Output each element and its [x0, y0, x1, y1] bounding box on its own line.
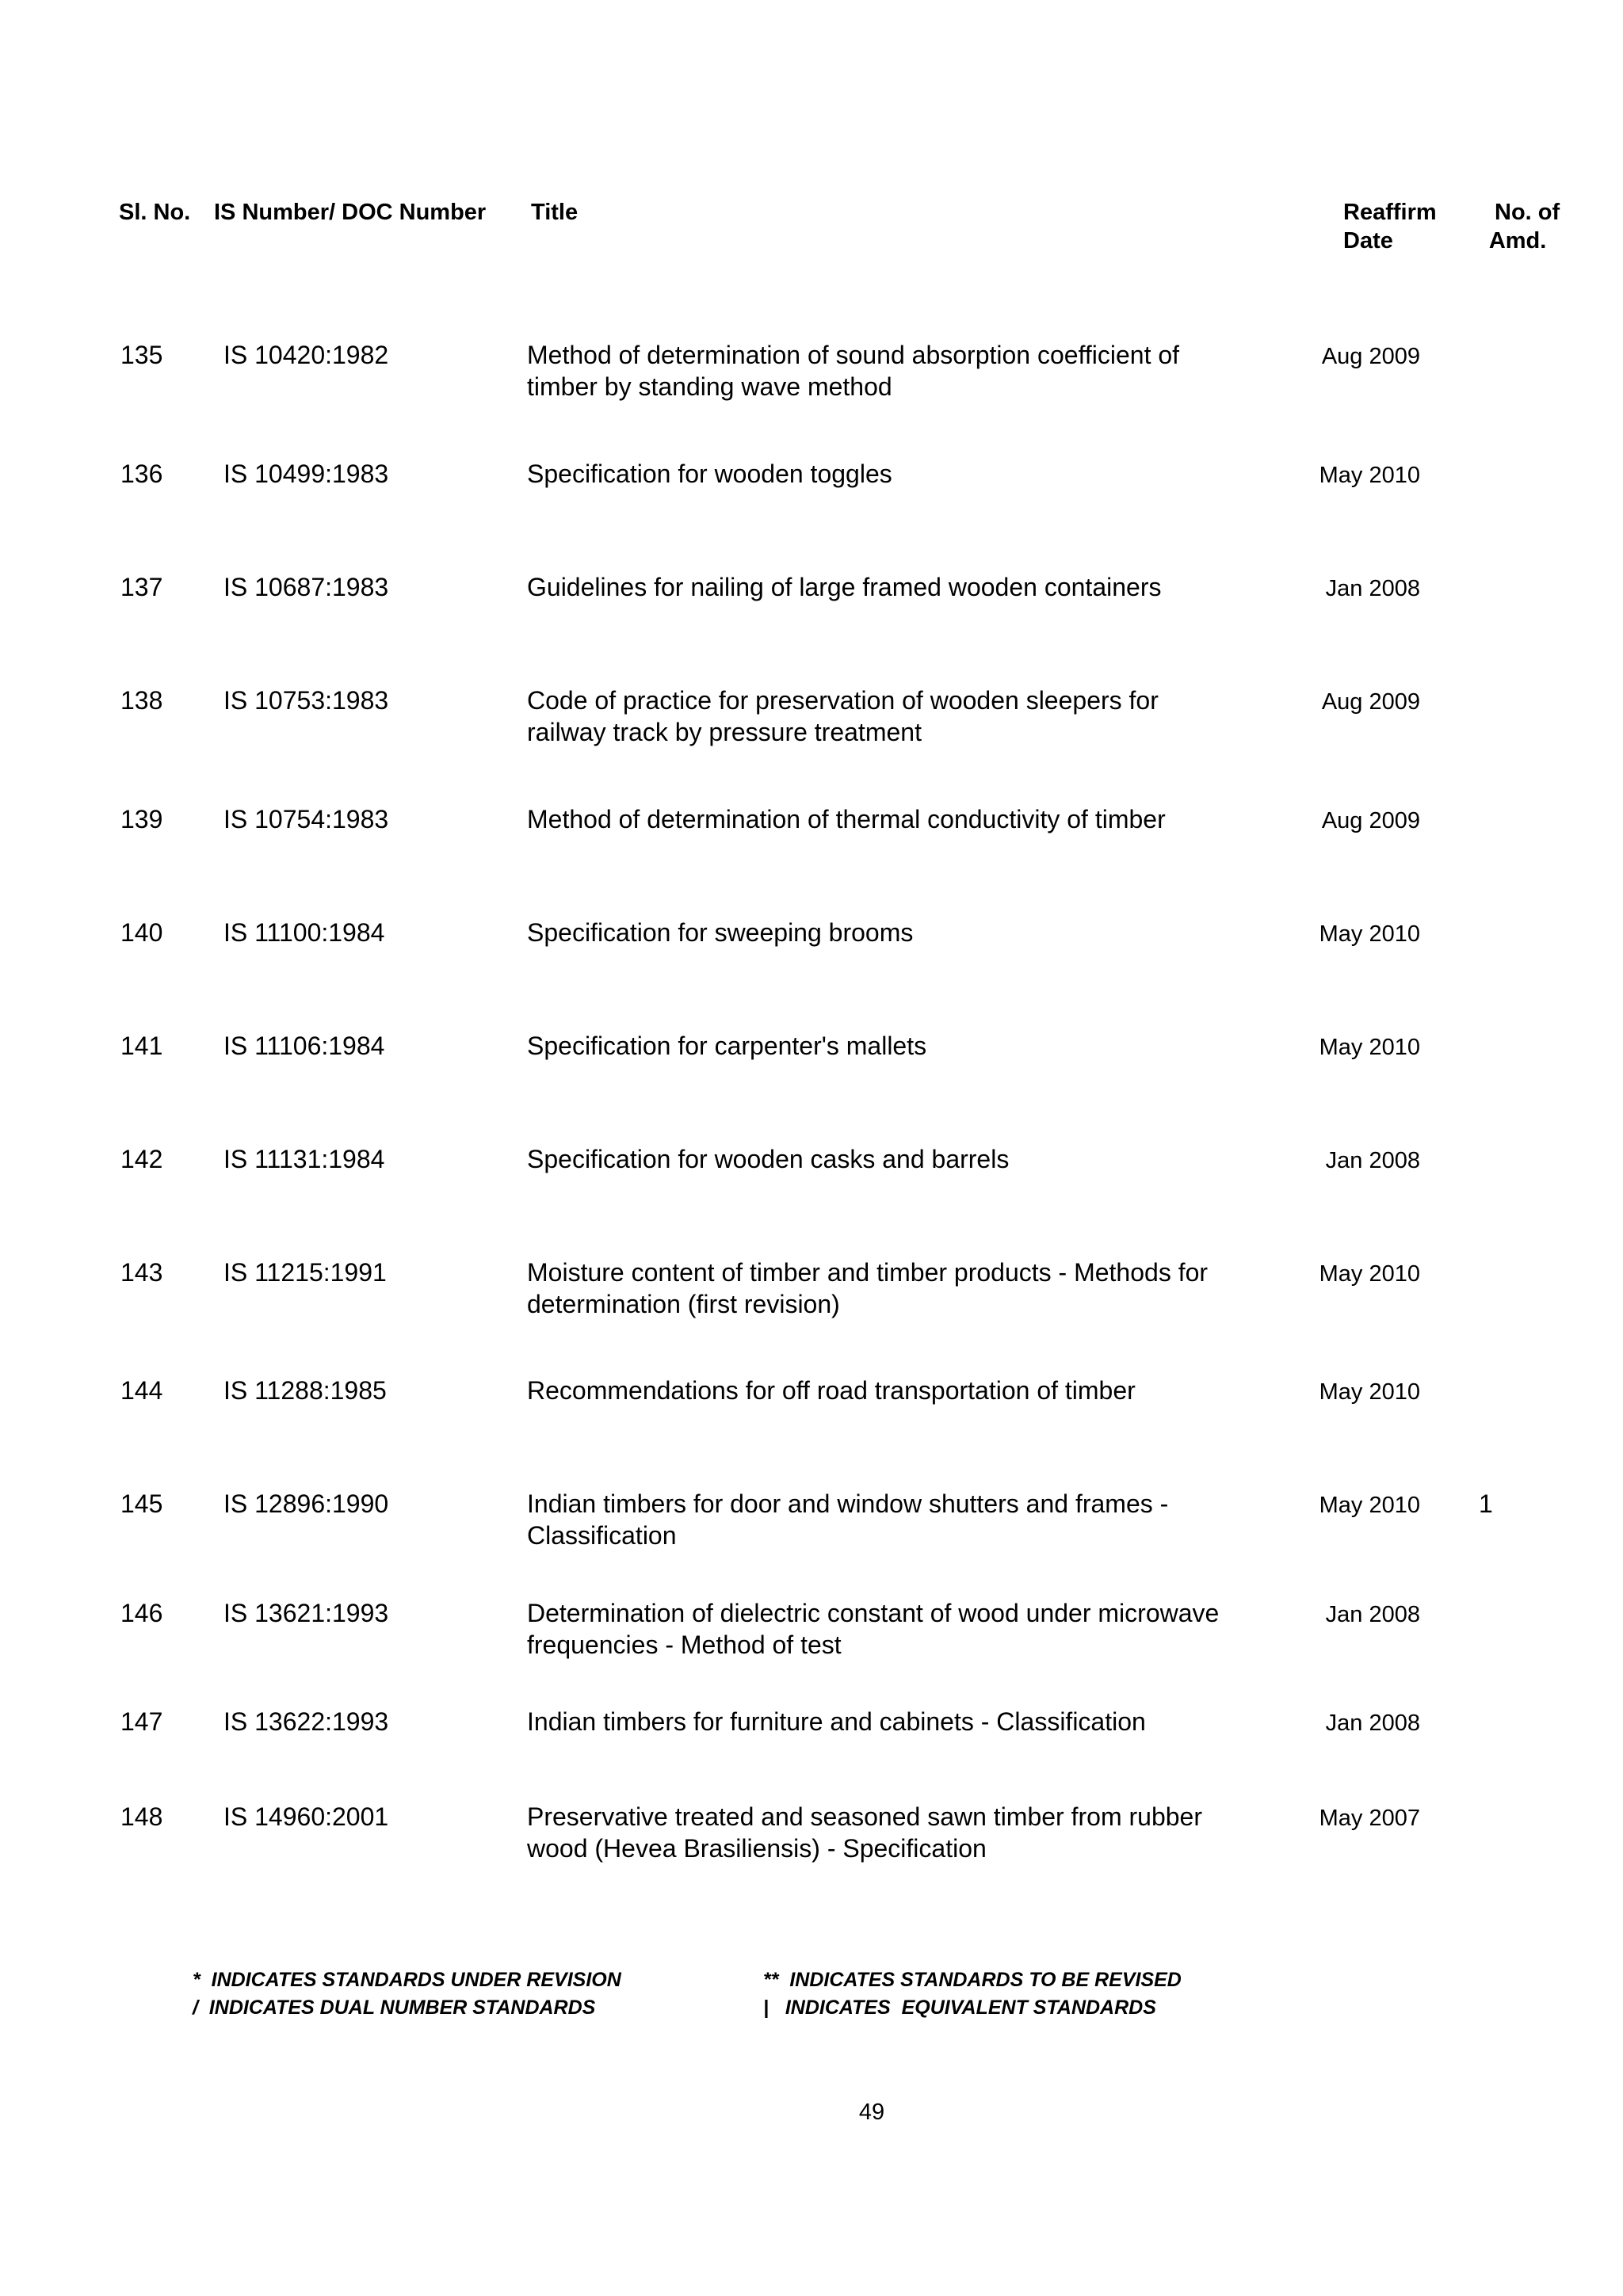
header-reaffirm-date-line2: Date — [1343, 228, 1393, 254]
header-is-number: IS Number/ DOC Number — [214, 200, 487, 225]
row-title: Specification for wooden casks and barrels — [527, 1145, 1010, 1173]
row-is-number: IS 11106:1984 — [223, 1032, 385, 1060]
row-amd-count: 1 — [1479, 1489, 1493, 1518]
row-reaffirm-date: Aug 2009 — [1321, 689, 1420, 715]
row-reaffirm-date: May 2010 — [1319, 1379, 1420, 1405]
row-title: Indian timbers for furniture and cabinets - Classification — [527, 1707, 1146, 1736]
row-sl-no: 135 — [120, 341, 163, 369]
legend-equivalent: | INDICATES EQUIVALENT STANDARDS — [763, 1997, 1156, 2019]
row-reaffirm-date: May 2010 — [1319, 1493, 1420, 1518]
row-reaffirm-date: May 2010 — [1319, 1035, 1420, 1060]
row-is-number: IS 11131:1984 — [223, 1145, 385, 1173]
row-is-number: IS 14960:2001 — [223, 1802, 389, 1831]
row-title: Method of determination of thermal conductivity of timber — [527, 805, 1166, 833]
row-is-number: IS 12896:1990 — [223, 1489, 389, 1518]
row-sl-no: 139 — [120, 805, 163, 833]
row-is-number: IS 10420:1982 — [223, 341, 389, 369]
row-sl-no: 148 — [120, 1802, 163, 1831]
row-is-number: IS 10687:1983 — [223, 573, 389, 601]
legend-under-revision: * INDICATES STANDARDS UNDER REVISION — [193, 1969, 621, 1991]
row-sl-no: 137 — [120, 573, 163, 601]
row-sl-no: 143 — [120, 1258, 163, 1287]
row-reaffirm-date: May 2010 — [1319, 1261, 1420, 1287]
row-sl-no: 141 — [120, 1032, 163, 1060]
row-reaffirm-date: Jan 2008 — [1325, 1148, 1420, 1173]
header-title: Title — [531, 200, 579, 225]
header-sl-no: Sl. No. — [119, 200, 191, 225]
row-is-number: IS 11100:1984 — [223, 918, 385, 947]
header-reaffirm-date — [1343, 198, 1437, 255]
legend-dual-number: / INDICATES DUAL NUMBER STANDARDS — [193, 1997, 596, 2019]
row-title: Specification for sweeping brooms — [527, 918, 914, 947]
row-sl-no: 136 — [120, 460, 163, 488]
row-sl-no: 147 — [120, 1707, 163, 1736]
row-is-number: IS 10754:1983 — [223, 805, 389, 833]
row-sl-no: 144 — [120, 1376, 163, 1405]
row-title: Moisture content of timber and timber products - Methods for determination (first revision) — [527, 1258, 1209, 1318]
row-is-number: IS 13621:1993 — [223, 1599, 389, 1627]
row-sl-no: 140 — [120, 918, 163, 947]
row-reaffirm-date: Aug 2009 — [1321, 344, 1420, 369]
header-amd-line2: Amd. — [1488, 228, 1547, 254]
header-no-of-amd — [1476, 198, 1560, 255]
row-reaffirm-date: May 2007 — [1319, 1806, 1420, 1831]
row-title: Indian timbers for door and window shutters and frames - Classification — [527, 1489, 1169, 1550]
row-is-number: IS 13622:1993 — [223, 1707, 389, 1736]
row-is-number: IS 11215:1991 — [223, 1258, 387, 1287]
row-sl-no: 146 — [120, 1599, 163, 1627]
row-reaffirm-date: Aug 2009 — [1321, 808, 1420, 833]
row-reaffirm-date: May 2010 — [1319, 921, 1420, 947]
row-sl-no: 145 — [120, 1489, 163, 1518]
row-reaffirm-date: Jan 2008 — [1325, 1711, 1420, 1736]
row-title: Guidelines for nailing of large framed wooden containers — [527, 573, 1162, 601]
row-title: Specification for carpenter's mallets — [527, 1032, 927, 1060]
row-reaffirm-date: May 2010 — [1319, 463, 1420, 488]
row-sl-no: 142 — [120, 1145, 163, 1173]
row-title: Recommendations for off road transportation of timber — [527, 1376, 1136, 1405]
row-title: Code of practice for preservation of wooden sleepers for railway track by pressure treatment — [527, 686, 1159, 746]
row-is-number: IS 10499:1983 — [223, 460, 389, 488]
header-amd-line1: No. of — [1495, 200, 1560, 225]
row-is-number: IS 11288:1985 — [223, 1376, 387, 1405]
row-reaffirm-date: Jan 2008 — [1325, 576, 1420, 601]
row-reaffirm-date: Jan 2008 — [1325, 1602, 1420, 1627]
row-title: Method of determination of sound absorption coefficient of timber by standing wave method — [527, 341, 1180, 401]
row-is-number: IS 10753:1983 — [223, 686, 389, 715]
row-title: Preservative treated and seasoned sawn timber from rubber wood (Hevea Brasiliensis) - Specification — [527, 1802, 1202, 1863]
legend-to-be-revised: ** INDICATES STANDARDS TO BE REVISED — [763, 1969, 1182, 1991]
row-title: Specification for wooden toggles — [527, 460, 892, 488]
row-sl-no: 138 — [120, 686, 163, 715]
row-title: Determination of dielectric constant of wood under microwave frequencies - Method of test — [527, 1599, 1220, 1659]
page-number: 49 — [858, 2100, 885, 2125]
header-reaffirm-date-line1: Reaffirm — [1343, 200, 1437, 225]
